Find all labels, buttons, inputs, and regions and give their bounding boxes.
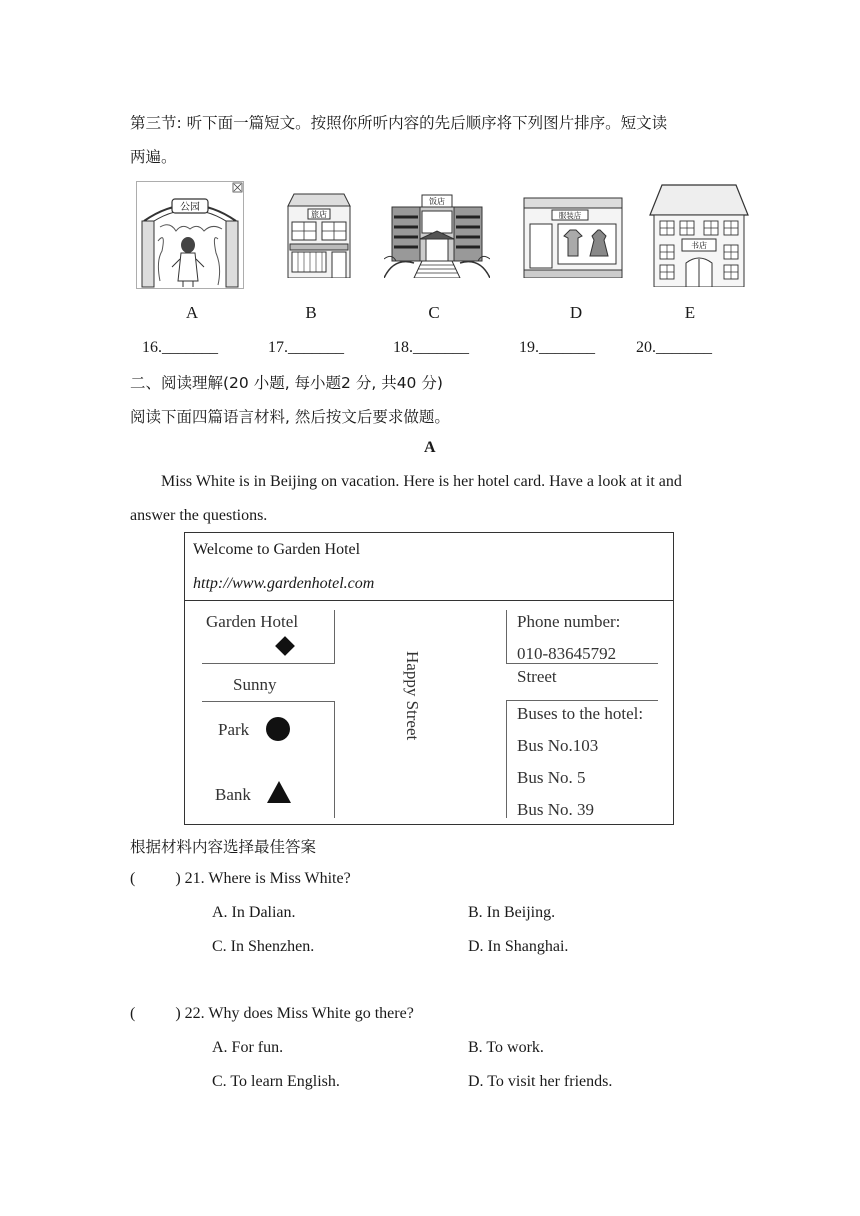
map-line [202,663,335,664]
bookstore-icon [648,183,750,287]
map-bus-5: Bus No. 5 [517,768,586,787]
passage-intro-line2: answer the questions. [130,507,268,524]
map-phone-label: Phone number: [517,612,621,631]
picture-letter-a: A [185,303,199,322]
q22-option-b[interactable]: B. To work. [468,1039,544,1056]
small-hotel-icon [284,192,354,278]
park-sign: 公园 [180,202,200,213]
map-line [506,700,507,818]
map-line [334,610,335,664]
small-hotel-sign: 旅店 [311,210,327,219]
clothes-shop-icon [522,196,624,278]
q21-option-a[interactable]: A. In Dalian. [212,904,296,921]
q22-option-a[interactable]: A. For fun. [212,1039,284,1056]
section3-instruction-line2: 两遍。 [130,148,177,166]
q21-option-c[interactable]: C. In Shenzhen. [212,938,315,955]
hotel-url: http://www.gardenhotel.com [193,575,375,592]
part2-heading: 二、阅读理解(20 小题, 每小题2 分, 共40 分) [130,374,443,392]
map-bank: Bank [215,785,251,804]
map-happy-street: Happy Street [403,651,422,741]
q22-option-d[interactable]: D. To visit her friends. [468,1073,613,1090]
diamond-icon [275,636,295,656]
answer-blank-19[interactable]: 19._______ [519,339,595,356]
map-park: Park [218,720,250,739]
restaurant-sign: 饭店 [429,197,445,206]
hotel-welcome: Welcome to Garden Hotel [193,541,361,558]
map-line [506,610,507,664]
part2-instruction: 阅读下面四篇语言材料, 然后按文后要求做题。 [130,408,450,426]
map-line [506,663,658,664]
passage-intro-line1: Miss White is in Beijing on vacation. Here is her hotel card. Have a look at it and [161,473,682,490]
answer-blank-17[interactable]: 17._______ [268,339,344,356]
circle-icon [266,717,290,741]
map-sunny: Sunny [233,675,277,694]
bookstore-sign: 书店 [691,241,707,250]
questions-instruction: 根据材料内容选择最佳答案 [130,838,317,856]
map-buses-label: Buses to the hotel: [517,704,644,723]
map-street: Street [517,667,557,686]
picture-letter-e: E [684,303,696,322]
q21-option-d[interactable]: D. In Shanghai. [468,938,569,955]
picture-letter-c: C [428,303,440,322]
map-bus-103: Bus No.103 [517,736,599,755]
q21-option-b[interactable]: B. In Beijing. [468,904,556,921]
hotel-card [184,532,674,825]
answer-blank-18[interactable]: 18._______ [393,339,469,356]
section3-instruction-line1: 第三节: 听下面一篇短文。按照你所听内容的先后顺序将下列图片排序。短文读 [130,114,668,132]
map-line [506,700,658,701]
question-22: ( ) 22. Why does Miss White go there? [130,1005,414,1022]
map-garden-hotel: Garden Hotel [206,612,299,631]
hotel-card-header [185,533,673,601]
answer-blank-16[interactable]: 16._______ [142,339,218,356]
map-line [334,701,335,818]
answer-blank-20[interactable]: 20._______ [636,339,712,356]
map-bus-39: Bus No. 39 [517,800,594,819]
picture-letter-b: B [305,303,317,322]
map-phone: 010-83645792 [517,644,617,663]
passage-label: A [424,439,436,456]
map-line [202,701,335,702]
question-21: ( ) 21. Where is Miss White? [130,870,351,887]
picture-letter-d: D [569,303,583,322]
restaurant-building-icon [384,193,490,278]
park-gate-girl-icon [136,181,244,289]
clothes-shop-sign: 服装店 [558,211,582,220]
triangle-icon [267,781,291,803]
q22-option-c[interactable]: C. To learn English. [212,1073,340,1090]
